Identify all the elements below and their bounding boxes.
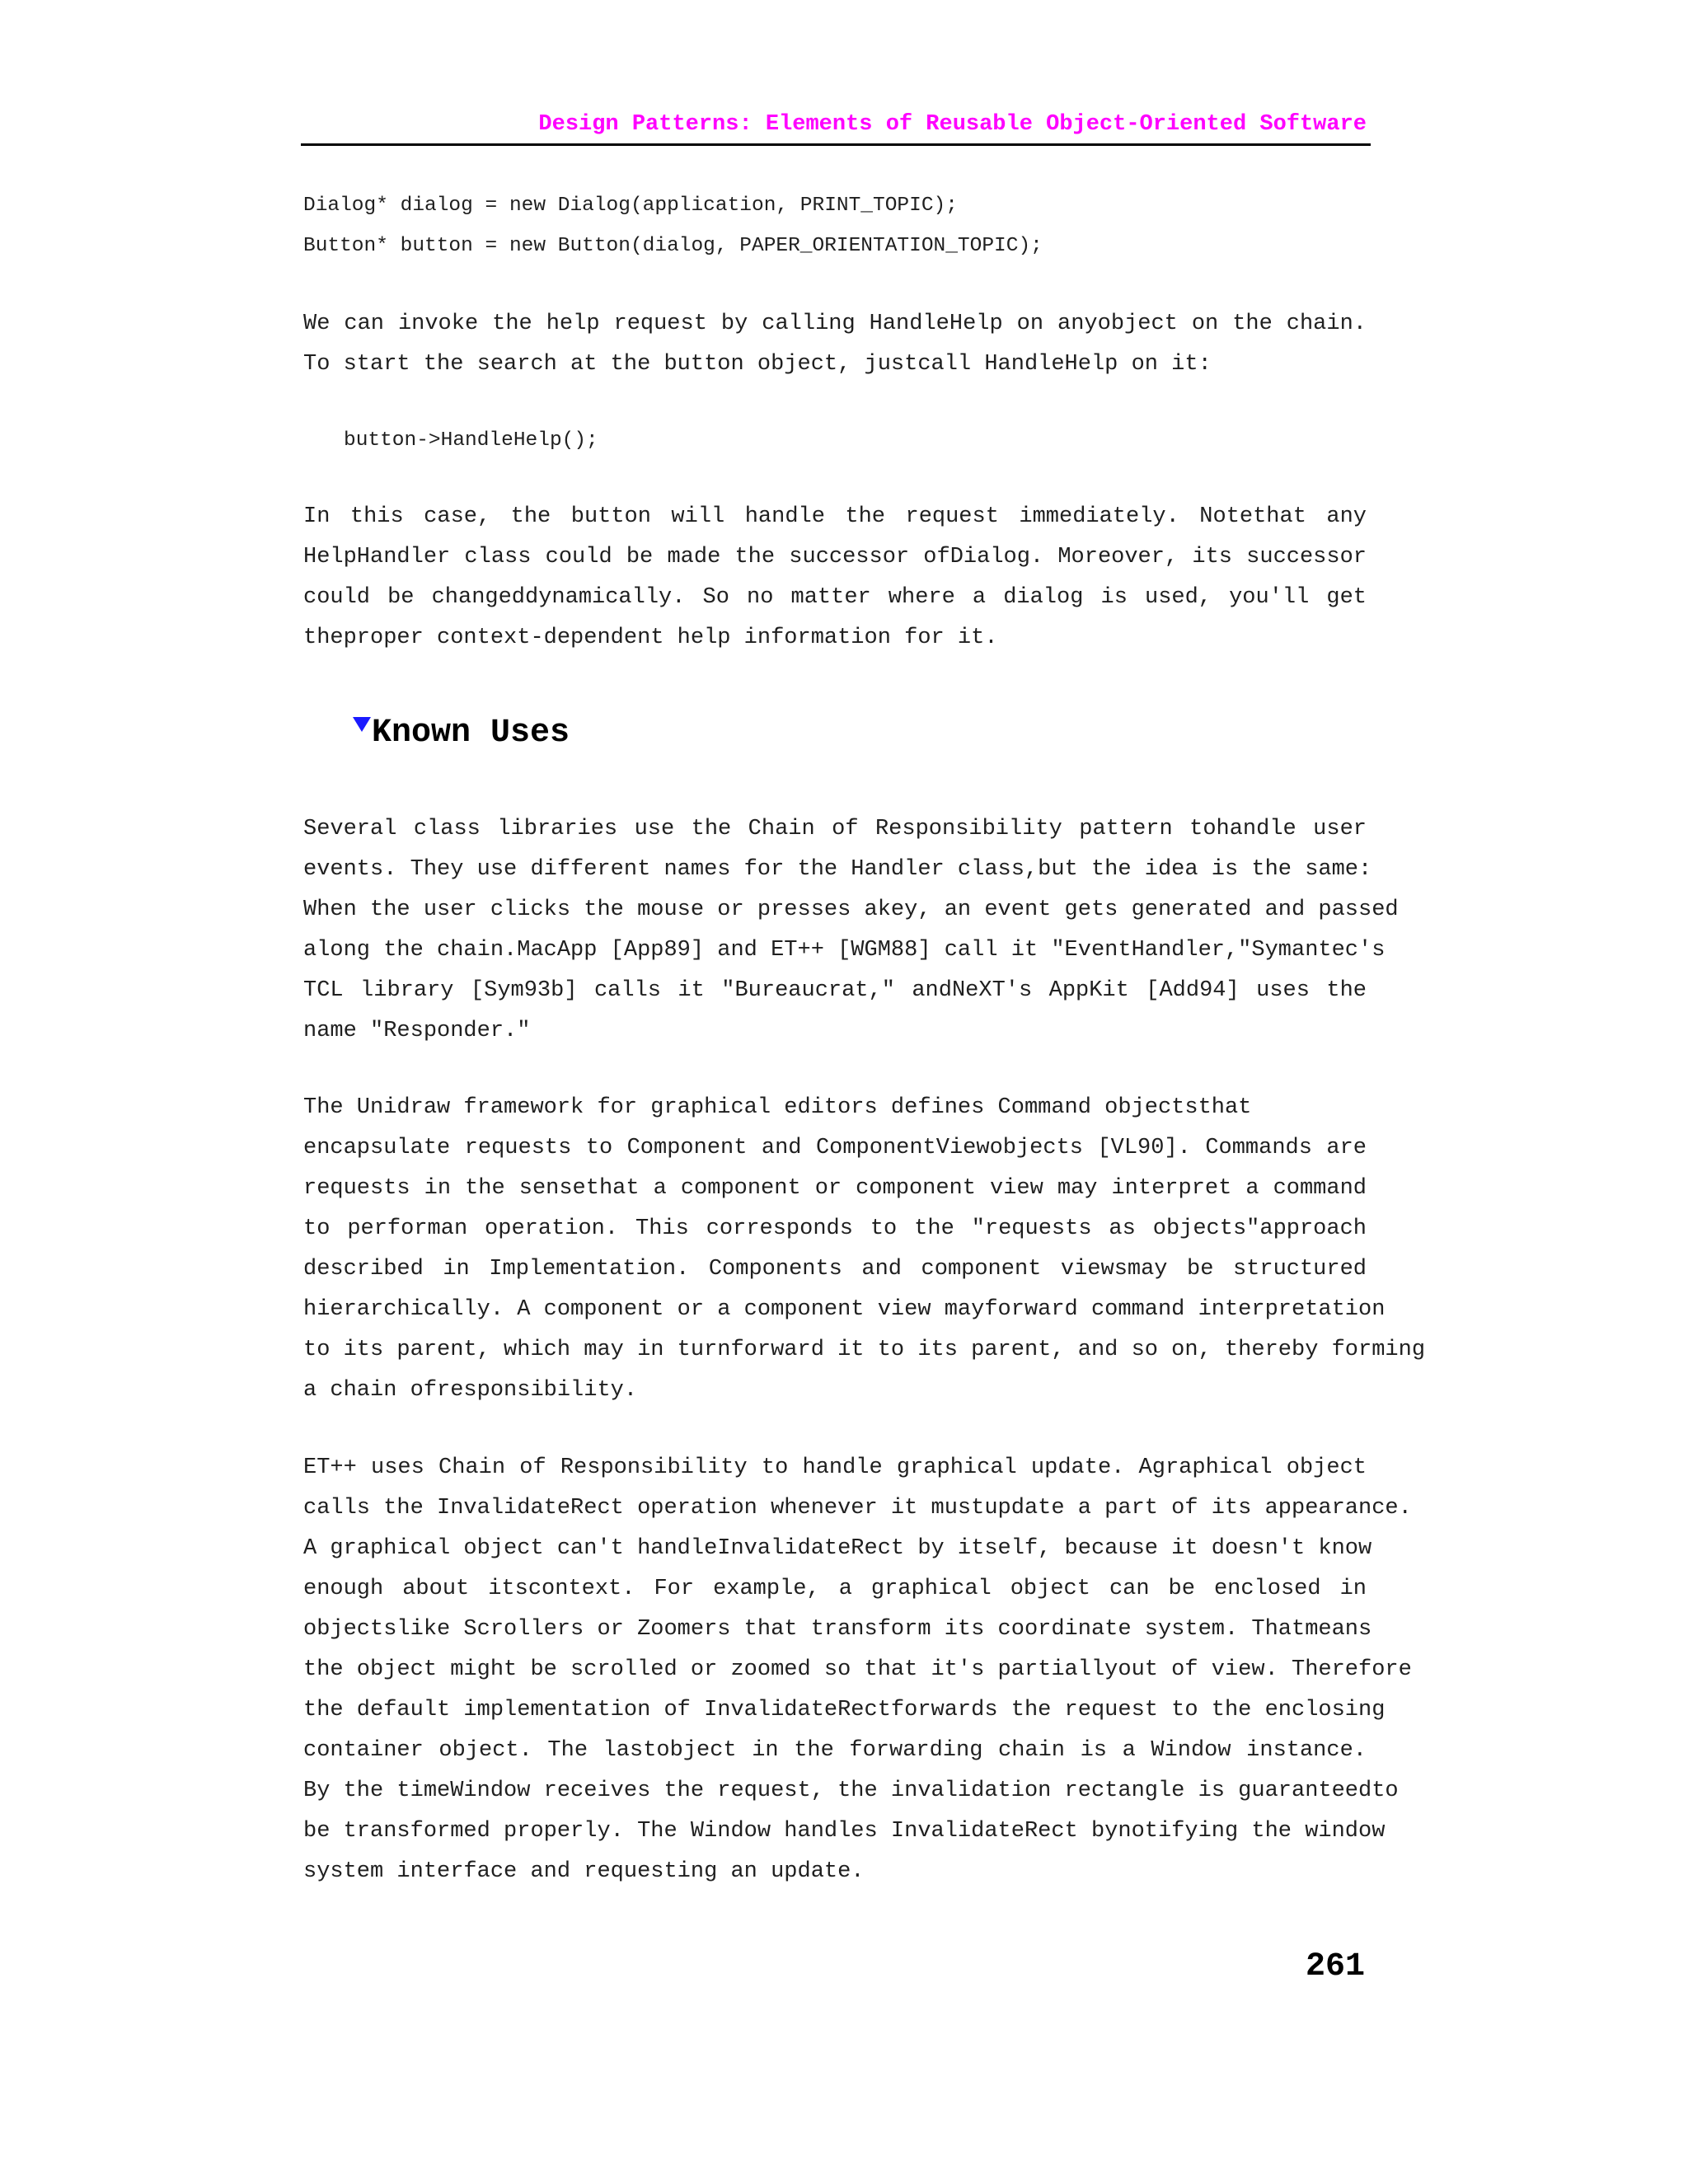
page-number: 261: [1305, 1948, 1365, 1985]
paragraph-line: requests in the sensethat a component or component view may interpret a command: [303, 1176, 1367, 1201]
paragraph-line: hierarchically. A component or a component view mayforward command interpretation: [303, 1297, 1386, 1322]
paragraph-line: objectslike Scrollers or Zoomers that transform its coordinate system. Thatmeans: [303, 1617, 1372, 1642]
paragraph-line: HelpHandler class could be made the successor ofDialog. Moreover, its successor: [303, 545, 1367, 569]
paragraph-line: the object might be scrolled or zoomed so that it's partiallyout of view. Therefore: [303, 1657, 1412, 1682]
paragraph-line: could be changeddynamically. So no matter where a dialog is used, you'll get: [303, 585, 1367, 610]
paragraph-line: container object. The lastobject in the forwarding chain is a Window instance.: [303, 1738, 1367, 1763]
paragraph-line: To start the search at the button object, justcall HandleHelp on it:: [303, 352, 1212, 377]
paragraph-line: When the user clicks the mouse or presses akey, an event gets generated and passed: [303, 898, 1399, 922]
paragraph-line: be transformed properly. The Window handles InvalidateRect bynotifying the window: [303, 1819, 1386, 1844]
paragraph-line: to performan operation. This corresponds to the "requests as objects"approach: [303, 1216, 1367, 1241]
paragraph-line: In this case, the button will handle the request immediately. Notethat any: [303, 504, 1367, 529]
paragraph-line: system interface and requesting an update.: [303, 1859, 865, 1884]
paragraph-line: calls the InvalidateRect operation whenever it mustupdate a part of its appearance.: [303, 1496, 1412, 1521]
paragraph-line: Several class libraries use the Chain of Responsibility pattern tohandle user: [303, 817, 1367, 841]
section-heading-text: Known Uses: [372, 715, 570, 752]
paragraph-line: along the chain.MacApp [App89] and ET++ [WGM88] call it "EventHandler,"Symantec's: [303, 938, 1386, 963]
paragraph-line: TCL library [Sym93b] calls it "Bureaucrat," andNeXT's AppKit [Add94] uses the: [303, 978, 1367, 1003]
paragraph-line: to its parent, which may in turnforward it to its parent, and so on, thereby forming: [303, 1338, 1426, 1362]
paragraph-line: By the timeWindow receives the request, the invalidation rectangle is guaranteedto: [303, 1779, 1399, 1803]
paragraph-line: theproper context-dependent help information for it.: [303, 626, 998, 650]
paragraph-line: The Unidraw framework for graphical editors defines Command objectsthat: [303, 1095, 1252, 1120]
paragraph-line: name "Responder.": [303, 1019, 531, 1043]
paragraph-line: We can invoke the help request by calling HandleHelp on anyobject on the chain.: [303, 312, 1367, 336]
paragraph-line: encapsulate requests to Component and ComponentViewobjects [VL90]. Commands are: [303, 1136, 1367, 1160]
paragraph-line: the default implementation of InvalidateRectforwards the request to the enclosing: [303, 1698, 1386, 1722]
triangle-down-icon: [353, 717, 371, 732]
paragraph-line: A graphical object can't handleInvalidateRect by itself, because it doesn't know: [303, 1536, 1372, 1561]
paragraph-line: ET++ uses Chain of Responsibility to handle graphical update. Agraphical object: [303, 1455, 1367, 1480]
code-line: Dialog* dialog = new Dialog(application, PRINT_TOPIC);: [303, 194, 958, 217]
paragraph-line: a chain ofresponsibility.: [303, 1378, 638, 1403]
code-line: Button* button = new Button(dialog, PAPER_ORIENTATION_TOPIC);: [303, 235, 1043, 257]
paragraph-line: events. They use different names for the Handler class,but the idea is the same:: [303, 857, 1372, 882]
paragraph-line: described in Implementation. Components and component viewsmay be structured: [303, 1257, 1367, 1282]
code-line: button->HandleHelp();: [344, 429, 598, 452]
book-title: Design Patterns: Elements of Reusable Object-Oriented Software: [538, 112, 1367, 137]
running-header: [301, 110, 1371, 146]
paragraph-line: enough about itscontext. For example, a graphical object can be enclosed in: [303, 1577, 1367, 1601]
